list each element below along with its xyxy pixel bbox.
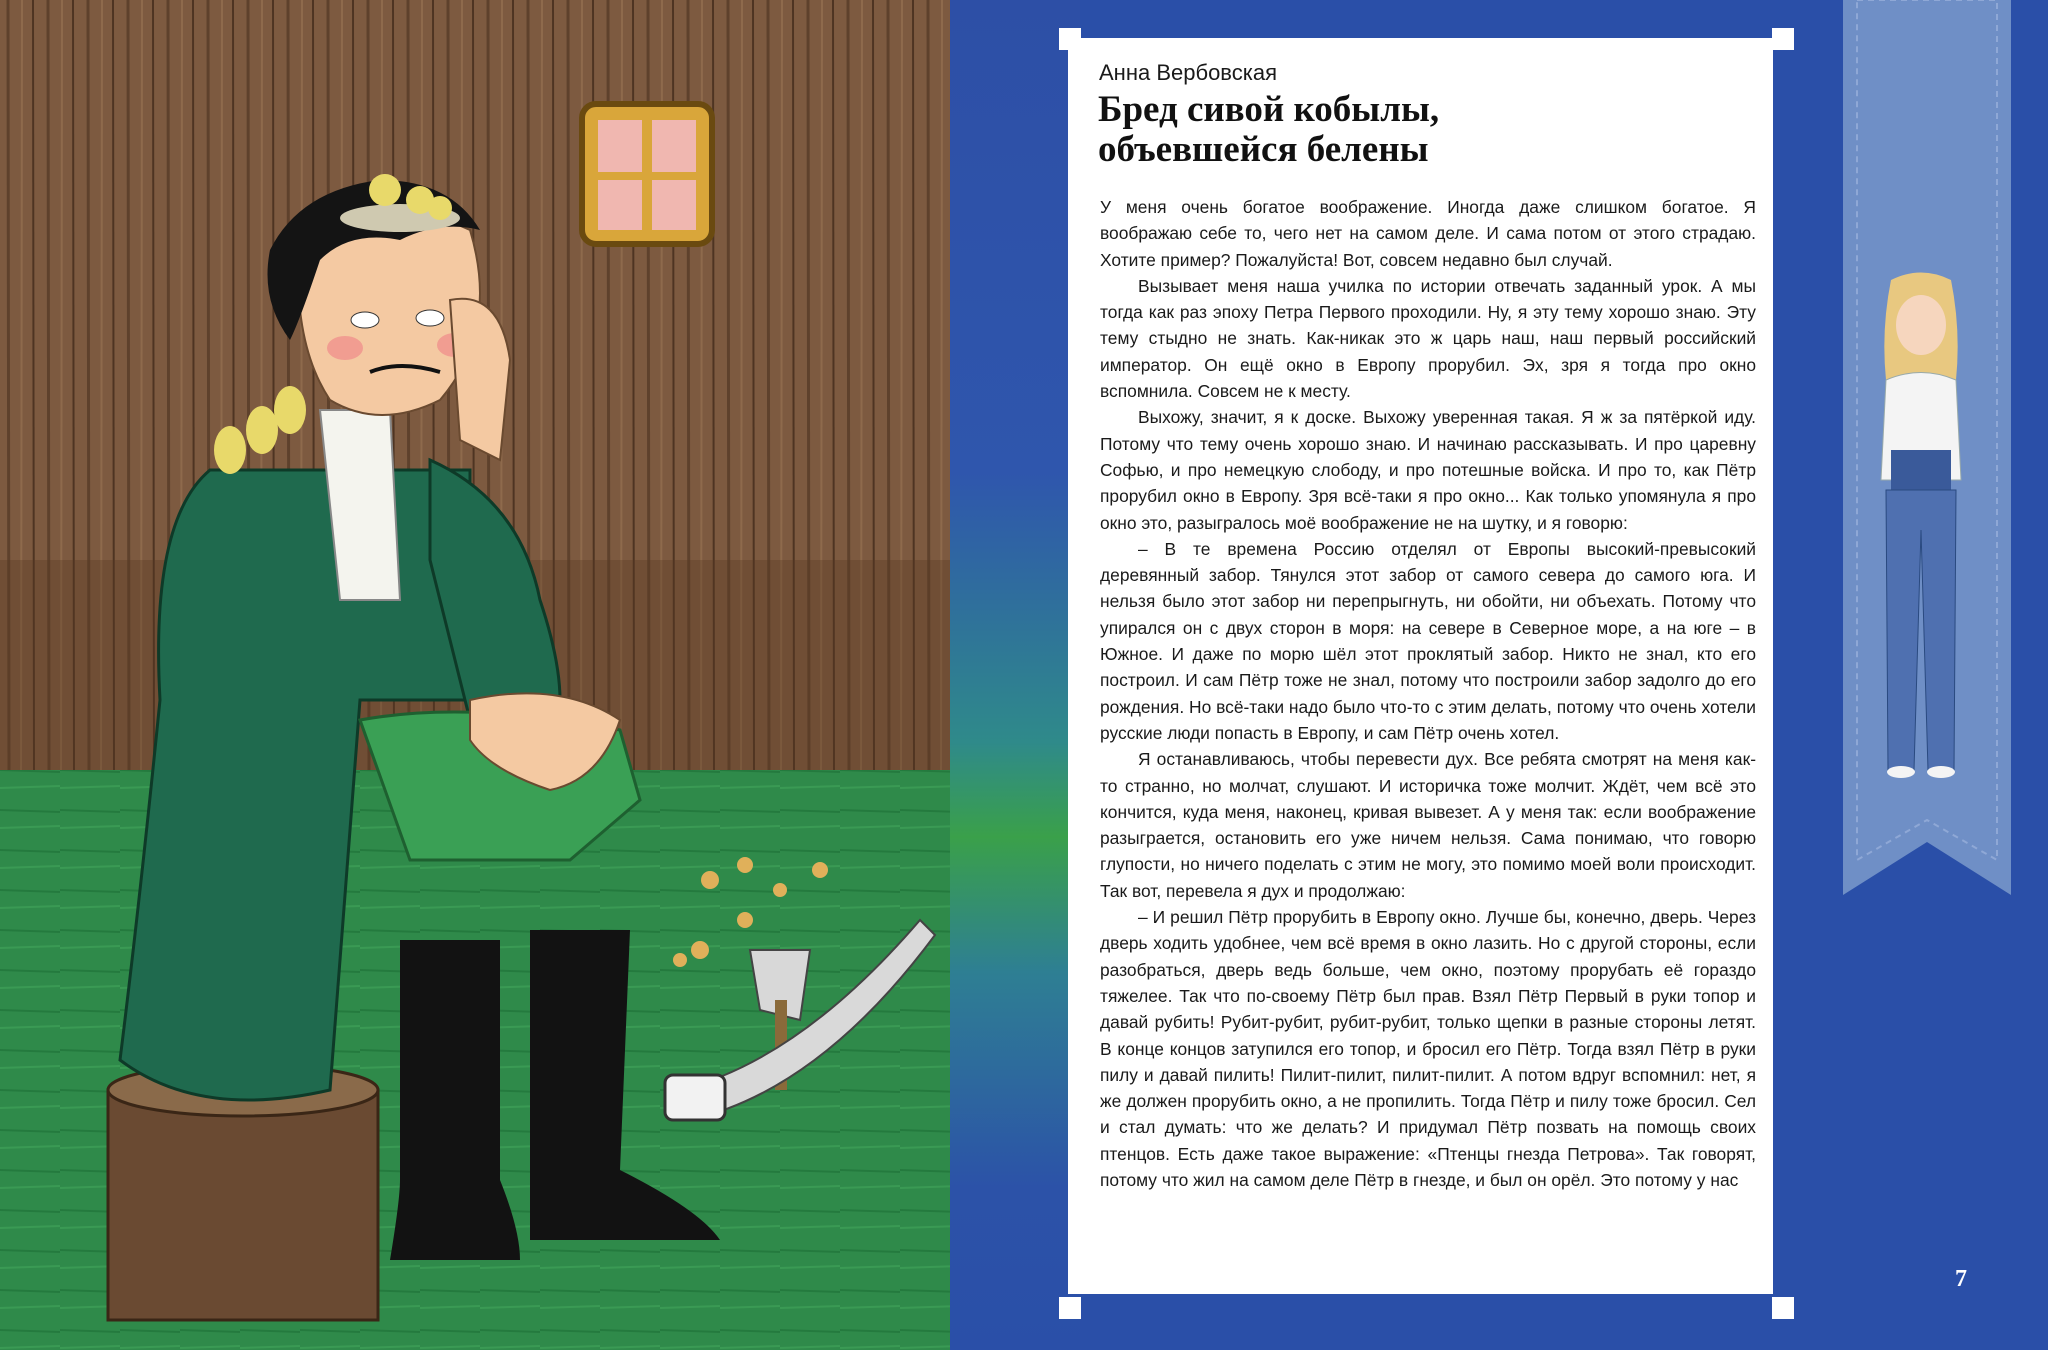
illustration-peter-the-great — [0, 0, 950, 1350]
tree-stump — [108, 1064, 378, 1320]
paragraph: – И решил Пётр прорубить в Европу окно. Лучше бы, конечно, дверь. Через дверь ходить удобнее, чем всё время в окно лазить. Но с другой стороны, если разобраться, дверь ведь больше, чем окно, поэтому прорубать её гораздо тяжелее. Так что по-своему Пётр был прав. Взял Пётр Первый в руки топор и давай рубить! Рубит-рубит, рубит-рубит, только щепки в разные стороны летят. В конце концов затупился его топор, и бросил его Пётр. Тогда взял Пётр в руки пилу и давай пилить! Пилит-пилит, пилит-пилит. А потом вдруг вспомнил: нет, я же должен прорубить окно, а не пропилить. Тогда Пётр и пилу тоже бросил. Сел и стал думать: что же делать? И придумал Пётр позвать на помощь своих птенцов. Есть даже такое выражение: «Птенцы гнезда Петрова». Так говорят, потому что жил на самом деле Пётр в гнезде, и был он орёл. Это потому у нас — [1100, 907, 1756, 1190]
article-author: Анна Вербовская — [1099, 60, 1277, 85]
paragraph: Я останавливаюсь, чтобы перевести дух. Все ребята смотрят на меня как-то странно, но молчат, слушают. И историчка тоже молчит. Ждёт, чем всё это кончится, куда меня, наконец, кривая вывезет. А у меня так: если воображение разыграется, остановить его уже ничем нельзя. Сама понимаю, что говорю глупости, но ничего поделать с этим не могу, это помимо моей воли происходит. Так вот, перевела я дух и продолжаю: — [1100, 749, 1756, 901]
paragraph: Вызывает меня наша училка по истории отвечать заданный урок. А мы тогда как раз эпоху Петра Первого проходили. Ну, я эту тему хорошо знаю. Эту тему стыдно не знать. Как-никак это ж царь наш, наш первый российский император. Он ещё окно в Европу прорубил. Эх, зря я тогда про окно вспомнила. Совсем не к месту. — [1100, 275, 1756, 402]
card-corner-top-right — [1772, 28, 1794, 50]
gradient-band — [950, 0, 1080, 1350]
page-number: 7 — [1955, 1266, 1967, 1292]
paragraph: Выхожу, значит, я к доске. Выхожу уверенная такая. Я ж за пятёркой иду. Потому что тему очень хорошо знаю. И начинаю рассказывать. И про царевну Софью, и про немецкую слободу, и про потешные войска. И про то, как Пётр прорубил окно в Европу. Зря всё-таки я про окно... Как только упомянула я про окно это, разыгралось моё воображение не на шутку, и я говорю: — [1100, 407, 1756, 533]
card-corner-top-left — [1059, 28, 1081, 50]
article-body — [1100, 194, 1756, 1193]
fence-window — [582, 104, 712, 244]
girl-figure — [1866, 270, 1976, 780]
title-line-1: Бред сивой кобылы, — [1098, 89, 1440, 130]
card-corner-bottom-right — [1772, 1297, 1794, 1319]
illustration-drawing — [0, 0, 950, 1350]
title-line-2: объевшейся белены — [1098, 129, 1429, 170]
paragraph: – В те времена Россию отделял от Европы высокий-превысокий деревянный забор. Тянулся этот забор от самого севера до самого юга. И нельзя было этот забор ни перепрыгнуть, ни обойти, ни объехать. Потому что упирался он с двух сторон в моря: на севере в Северное море, а на юге – в Южное. И даже по морю шёл этот проклятый забор. Никто не знал, кто его построил. И сам Пётр тоже не знал, потому что построили забор задолго до его рождения. Но всё-таки надо было что-то с этим делать, потому что очень хотели русские люди попасть в Европу, и сам Пётр очень хотел. — [1100, 538, 1756, 743]
article-title — [1098, 90, 1738, 170]
paragraph: У меня очень богатое воображение. Иногда даже слишком богатое. Я воображаю себе то, чего нет на самом деле. И сама потом от этого страдаю. Хотите пример? Пожалуйста! Вот, совсем недавно был случай. — [1100, 197, 1756, 270]
card-corner-bottom-left — [1059, 1297, 1081, 1319]
